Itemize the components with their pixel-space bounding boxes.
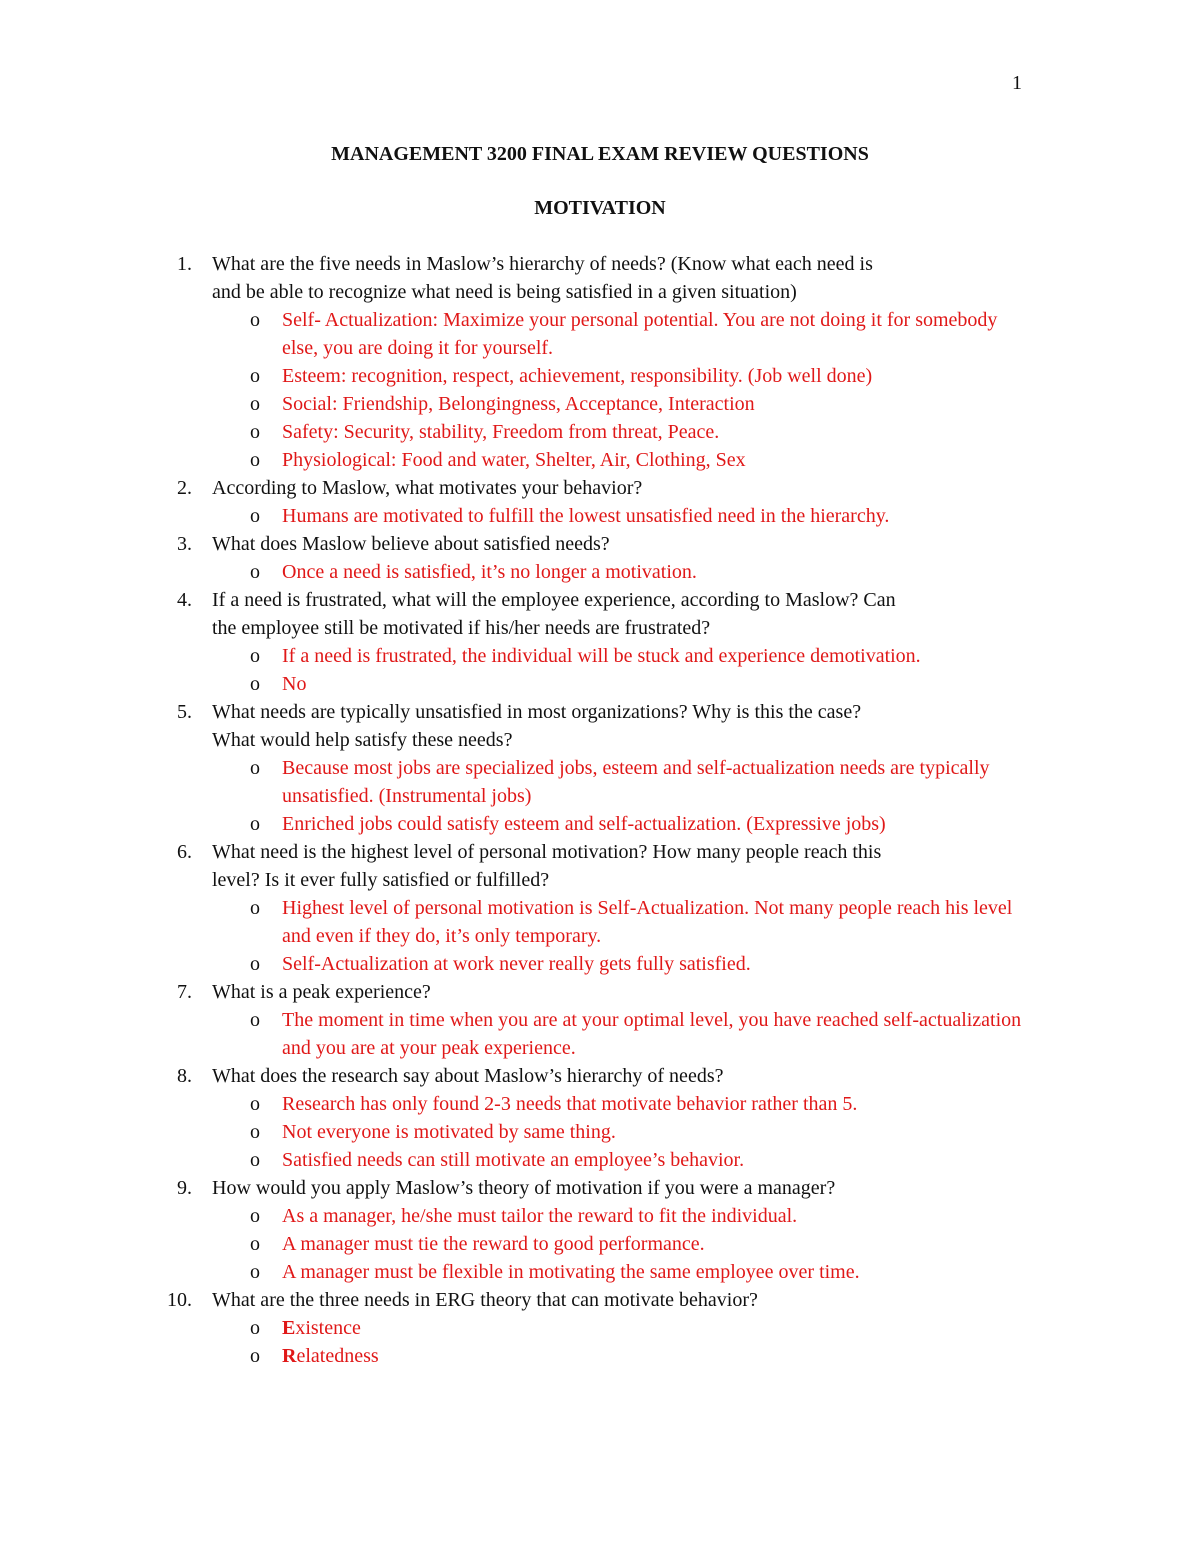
bullet-icon: o — [250, 1261, 260, 1283]
bullet-icon: o — [250, 1009, 260, 1031]
question-text: What would help satisfy these needs? — [212, 729, 513, 751]
question-text: What does Maslow believe about satisfied needs? — [212, 533, 610, 555]
answer-text: As a manager, he/she must tailor the reward to fit the individual. — [282, 1205, 798, 1227]
answer-text: Not everyone is motivated by same thing. — [282, 1121, 616, 1143]
answer-item — [0, 1230, 1200, 1258]
erg-initial: E — [282, 1317, 296, 1339]
answer-item — [0, 670, 1200, 698]
answer-item — [0, 894, 1200, 950]
answer-text: Because most jobs are specialized jobs, esteem and self-actualization needs are typically unsatisfied. (Instrumental jobs) — [282, 757, 990, 807]
question-text: What is a peak experience? — [212, 981, 431, 1003]
question — [0, 1062, 1200, 1090]
answer-text: Highest level of personal motivation is Self-Actualization. Not many people reach his level and even if they do, it’s only temporary. — [282, 897, 1013, 947]
answer-item — [0, 1090, 1200, 1118]
answer-item — [0, 1258, 1200, 1286]
question-text: How would you apply Maslow’s theory of motivation if you were a manager? — [212, 1177, 836, 1199]
answer-text: No — [282, 673, 307, 695]
erg-rest: xistence — [295, 1317, 361, 1339]
bullet-icon: o — [250, 1093, 260, 1115]
answer-item — [0, 754, 1200, 810]
answer-text: Humans are motivated to fulfill the lowest unsatisfied need in the hierarchy. — [282, 505, 890, 527]
answer-item — [0, 306, 1200, 362]
answer-item — [0, 558, 1200, 586]
answer-text: Esteem: recognition, respect, achievement, responsibility. (Job well done) — [282, 365, 873, 387]
question-number: 10. — [167, 1289, 192, 1311]
answer-text: If a need is frustrated, the individual will be stuck and experience demotivation. — [282, 645, 921, 667]
question-number: 6. — [177, 841, 192, 863]
question-text: What need is the highest level of personal motivation? How many people reach this — [212, 841, 882, 863]
answer-item — [0, 446, 1200, 474]
question-number: 4. — [177, 589, 192, 611]
bullet-icon: o — [250, 1205, 260, 1227]
question-text: According to Maslow, what motivates your behavior? — [212, 477, 643, 499]
question — [0, 1286, 1200, 1314]
bullet-icon: o — [250, 1317, 260, 1339]
bullet-icon: o — [250, 393, 260, 415]
answer-item — [0, 1118, 1200, 1146]
question-text: If a need is frustrated, what will the employee experience, according to Maslow? Can — [212, 589, 896, 611]
bullet-icon: o — [250, 505, 260, 527]
answer-item — [0, 1314, 1200, 1342]
bullet-icon: o — [250, 1345, 260, 1367]
question — [0, 698, 1200, 754]
bullet-icon: o — [250, 561, 260, 583]
answer-item — [0, 502, 1200, 530]
bullet-icon: o — [250, 757, 260, 779]
answer-item — [0, 1146, 1200, 1174]
question — [0, 1174, 1200, 1202]
question — [0, 474, 1200, 502]
answer-item — [0, 642, 1200, 670]
question-number: 5. — [177, 701, 192, 723]
answer-text: Physiological: Food and water, Shelter, Air, Clothing, Sex — [282, 449, 746, 471]
answer-item — [0, 390, 1200, 418]
section-heading: MOTIVATION — [534, 197, 666, 219]
bullet-icon: o — [250, 365, 260, 387]
answer-item — [0, 418, 1200, 446]
question-number: 2. — [177, 477, 192, 499]
answer-item — [0, 1202, 1200, 1230]
document-title: MANAGEMENT 3200 FINAL EXAM REVIEW QUESTIONS — [331, 143, 869, 165]
answer-text: A manager must be flexible in motivating the same employee over time. — [282, 1261, 860, 1283]
bullet-icon: o — [250, 813, 260, 835]
answer-text: The moment in time when you are at your optimal level, you have reached self-actualization and you are at your peak experience. — [282, 1009, 1022, 1059]
erg-initial: R — [282, 1345, 297, 1367]
question — [0, 530, 1200, 558]
bullet-icon: o — [250, 673, 260, 695]
bullet-icon: o — [250, 897, 260, 919]
answer-text: Enriched jobs could satisfy esteem and self-actualization. (Expressive jobs) — [282, 813, 886, 835]
question — [0, 250, 1200, 306]
question-number: 1. — [177, 253, 192, 275]
answer-item — [0, 1006, 1200, 1062]
question-text: What are the five needs in Maslow’s hierarchy of needs? (Know what each need is — [212, 253, 873, 275]
bullet-icon: o — [250, 421, 260, 443]
question-list — [0, 250, 1200, 1370]
answer-text — [282, 1317, 361, 1339]
question — [0, 586, 1200, 642]
bullet-icon: o — [250, 1233, 260, 1255]
answer-text: Once a need is satisfied, it’s no longer a motivation. — [282, 561, 697, 583]
question-number: 8. — [177, 1065, 192, 1087]
answer-item — [0, 810, 1200, 838]
answer-text: Self-Actualization at work never really gets fully satisfied. — [282, 953, 751, 975]
question-number: 3. — [177, 533, 192, 555]
answer-item — [0, 362, 1200, 390]
question-number: 9. — [177, 1177, 192, 1199]
answer-text: Social: Friendship, Belongingness, Acceptance, Interaction — [282, 393, 755, 415]
answer-item — [0, 1342, 1200, 1370]
bullet-icon: o — [250, 953, 260, 975]
question-number: 7. — [177, 981, 192, 1003]
question — [0, 978, 1200, 1006]
question-text: What does the research say about Maslow’s hierarchy of needs? — [212, 1065, 724, 1087]
erg-rest: elatedness — [296, 1345, 379, 1367]
question-text: What needs are typically unsatisfied in most organizations? Why is this the case? — [212, 701, 862, 723]
bullet-icon: o — [250, 1149, 260, 1171]
question-text: What are the three needs in ERG theory that can motivate behavior? — [212, 1289, 758, 1311]
answer-text: Safety: Security, stability, Freedom from threat, Peace. — [282, 421, 720, 443]
answer-item — [0, 950, 1200, 978]
bullet-icon: o — [250, 449, 260, 471]
answer-text: A manager must tie the reward to good performance. — [282, 1233, 705, 1255]
bullet-icon: o — [250, 309, 260, 331]
answer-text — [282, 1345, 379, 1367]
answer-text: Self- Actualization: Maximize your personal potential. You are not doing it for somebody else, you are doing it for yourself. — [282, 309, 998, 359]
bullet-icon: o — [250, 1121, 260, 1143]
question — [0, 838, 1200, 894]
question-text: and be able to recognize what need is being satisfied in a given situation) — [212, 281, 797, 303]
question-text: the employee still be motivated if his/her needs are frustrated? — [212, 617, 711, 639]
answer-text: Research has only found 2-3 needs that motivate behavior rather than 5. — [282, 1093, 858, 1115]
answer-text: Satisfied needs can still motivate an employee’s behavior. — [282, 1149, 745, 1171]
page-number: 1 — [1012, 72, 1022, 94]
bullet-icon: o — [250, 645, 260, 667]
question-text: level? Is it ever fully satisfied or fulfilled? — [212, 869, 550, 891]
